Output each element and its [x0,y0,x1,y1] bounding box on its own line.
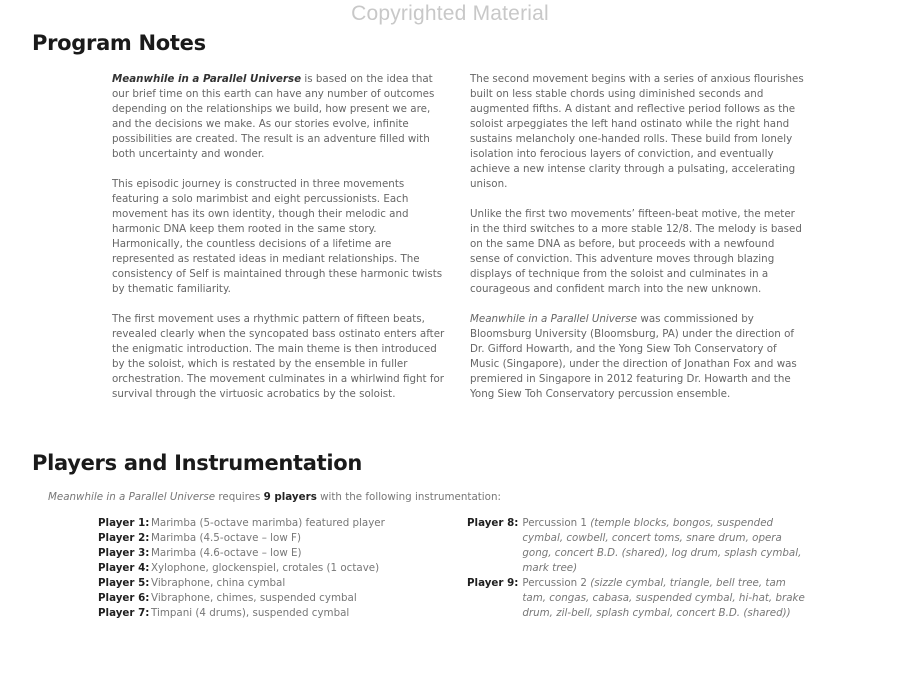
player-instruments [522,516,812,576]
instrumentation-intro [48,491,501,503]
notes-paragraph: This episodic journey is constructed in three movements featuring a solo marimbist and eight percussionists. Each movement has its own identity, though their melodic and harmonic DNA keep them rooted in the same story. Harmonically, the countless decisions of a lifetime are represented as restated ideas in mediant relationships. The consistency of Self is maintained through these harmonic twists by thematic familiarity. [112,178,443,295]
player-label: Player 1: [98,517,150,529]
player-row [467,576,812,621]
notes-paragraph: The first movement uses a rhythmic pattern of fifteen beats, revealed clearly when the syncopated bass ostinato enters after the enigmatic introduction. The main theme is then introduced by the soloist, which is restated by the ensemble in fuller orchestration. The movement culminates in a whirlwind fight for survival through the virtuosic acrobatics by the soloist. [112,313,445,400]
notes-text: is based on the idea that our brief time on this earth can have any number of outcomes depending on the relationships we build, how present we are, and the decisions we make. As our stories evolve, infinite possibilities are created. The result is an adventure filled with both uncertainty and wonder. [112,73,435,160]
player-row [98,561,438,576]
intro-text: with the following instrumentation: [316,491,501,503]
player-label: Player 8: [467,517,519,529]
instrument-group: Percussion 1 [522,517,591,529]
instrument-list: (temple blocks, bongos, suspended cymbal, cowbell, concert toms, snare drum, opera gong, concert B.D. (shared), log drum, splash cymbal, mark tree) [522,517,802,574]
player-label: Player 4: [98,562,150,574]
instrument-group: Percussion 2 [522,577,591,589]
player-instruments: Marimba (4.6-octave – low E) [151,547,302,559]
player-instruments: Xylophone, glockenspiel, crotales (1 octave) [151,562,380,574]
player-row [98,606,438,621]
notes-paragraph [112,72,446,162]
copyright-watermark: Copyrighted Material [351,2,549,25]
notes-paragraph: Unlike the first two movements’ fifteen-beat motive, the meter in the third switches to a more stable 12/8. The melody is based on the same DNA as before, but proceeds with a newfound sense of conviction. This adventure moves through blazing displays of technique from the soloist and culminates in a courageous and confident march into the new unknown. [470,208,802,295]
player-instruments: Vibraphone, chimes, suspended cymbal [151,592,357,604]
program-notes-left-column [112,72,446,417]
instrument-list: (sizzle cymbal, triangle, bell tree, tam tam, congas, cabasa, suspended cymbal, hi-hat, brake drum, zil-bell, splash cymbal, concert B.D. (shared)) [522,577,805,619]
player-row [98,516,438,531]
player-label: Player 7: [98,607,150,619]
player-count: 9 players [263,491,317,503]
player-instruments: Marimba (4.5-octave – low F) [151,532,301,544]
player-label: Player 9: [467,577,519,589]
player-row [98,531,438,546]
program-notes-heading: Program Notes [32,31,206,55]
player-instruments: Marimba (5-octave marimba) featured player [151,517,385,529]
player-row [98,546,438,561]
work-title: Meanwhile in a Parallel Universe [470,313,638,325]
work-title: Meanwhile in a Parallel Universe [48,491,216,503]
players-list-left [98,516,438,621]
player-instruments: Vibraphone, china cymbal [151,577,286,589]
player-row [98,576,438,591]
players-heading: Players and Instrumentation [32,451,363,475]
notes-paragraph [470,312,804,402]
player-instruments: Timpani (4 drums), suspended cymbal [151,607,350,619]
players-list-right [467,516,812,621]
player-label: Player 3: [98,547,150,559]
player-label: Player 6: [98,592,150,604]
player-row [467,516,812,576]
player-label: Player 2: [98,532,150,544]
program-notes-right-column [470,72,804,417]
player-instruments [522,576,812,621]
player-label: Player 5: [98,577,150,589]
notes-text: was commissioned by Bloomsburg University (Bloomsburg, PA) under the direction of Dr. Gifford Howarth, and the Yong Siew Toh Conservatory of Music (Singapore), under the direction of Jonathan Fox and was premiered in Singapore in 2012 featuring Dr. Howarth and the Yong Siew Toh Conservatory percussion ensemble. [470,313,797,400]
intro-text: requires [215,491,264,503]
player-row [98,591,438,606]
work-title: Meanwhile in a Parallel Universe [112,73,302,85]
notes-paragraph: The second movement begins with a series of anxious flourishes built on less stable chords using diminished seconds and augmented fifths. A distant and reflective period follows as the soloist arpeggiates the left hand ostinato while the right hand sustains melancholy one-handed rolls. These build from lonely isolation into ferocious layers of conviction, and eventually achieve a new intense clarity through a pulsating, accelerating unison. [470,73,804,190]
